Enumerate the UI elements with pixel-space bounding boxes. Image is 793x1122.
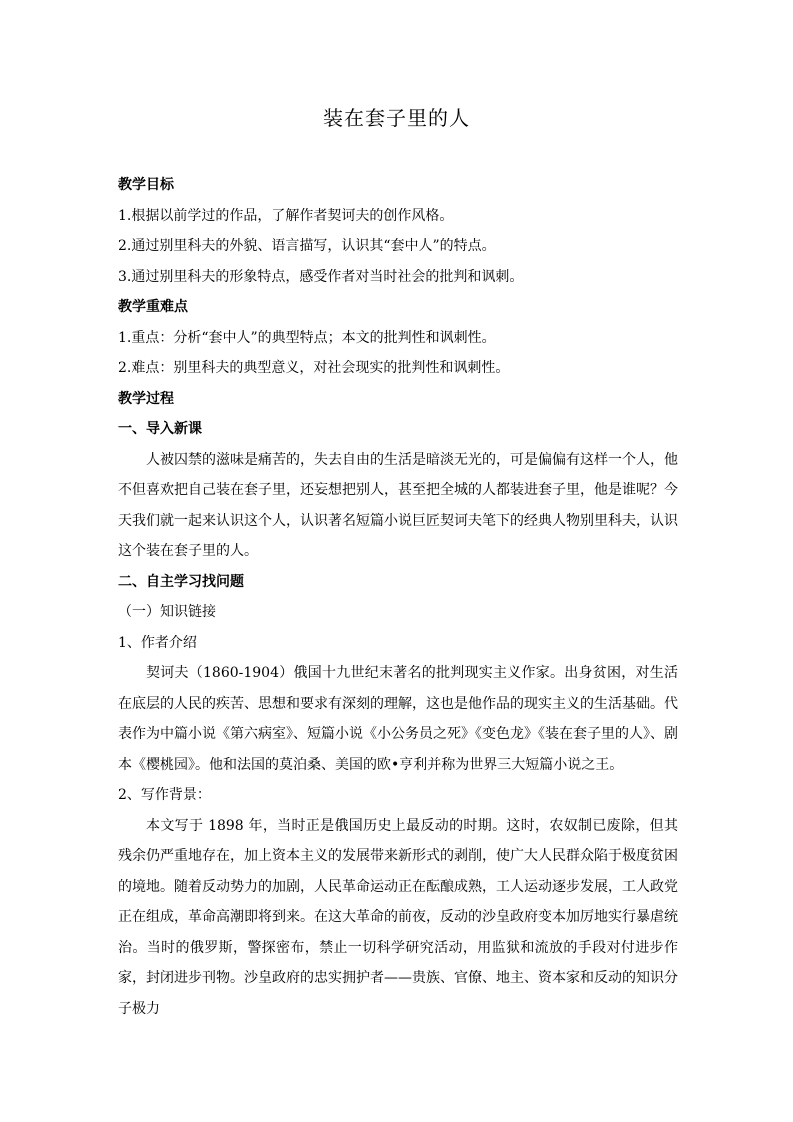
process-heading: 教学过程: [118, 390, 174, 407]
author-paragraph: 契诃夫（1860-1904）俄国十九世纪末著名的批判现实主义作家。出身贫困，对生活在底层的人民的疾苦、思想和要求有深刻的理解，这也是他作品的现实主义的生活基础。代表作为中篇小说《第六病室》、短篇小说《小公务员之死》《变色龙》《装在套子里的人》、剧本《樱桃园》。他和法国的莫泊桑、美国的欧•亨利并称为世界三大短篇小说之王。: [118, 665, 678, 773]
intro-paragraph: 人被囚禁的滋味是痛苦的，失去自由的生活是暗淡无光的，可是偏偏有这样一个人，他不但喜欢把自己装在套子里，还妄想把别人，甚至把全城的人都装进套子里，他是谁呢？今天我们就一起来认识这个人，认识著名短篇小说巨匠契诃夫笔下的经典人物别里科夫，认识这个装在套子里的人。: [118, 451, 678, 559]
goal-item: 1.根据以前学过的作品，了解作者契诃夫的创作风格。: [118, 207, 454, 224]
background-label: 2、写作背景：: [118, 787, 211, 803]
author-intro-label: 1、作者介绍: [118, 634, 197, 651]
goal-item: 3.通过别里科夫的形象特点，感受作者对当时社会的批判和讽刺。: [118, 268, 524, 285]
knowledge-link-label: （一）知识链接: [118, 604, 216, 620]
key-point-item: 1.重点：分析“套中人”的典型特点；本文的批判性和讽刺性。: [118, 329, 496, 346]
self-study-heading: 二、自主学习找问题: [118, 573, 244, 590]
goal-item: 2.通过别里科夫的外貌、语言描写，认识其“套中人”的特点。: [118, 238, 496, 254]
goals-heading: 教学目标: [118, 177, 174, 193]
intro-heading: 一、导入新课: [118, 421, 202, 437]
key-point-item: 2.难点：别里科夫的典型意义，对社会现实的批判性和讽刺性。: [118, 360, 510, 376]
document-body: [118, 170, 678, 1024]
key-points-heading: 教学重难点: [118, 299, 188, 315]
document-title: 装在套子里的人: [323, 106, 470, 130]
background-paragraph: 本文写于 1898 年，当时正是俄国历史上最反动的时期。这时，农奴制已废除，但其残余仍严重地存在，加上资本主义的发展带来新形式的剥削，使广大人民群众陷于极度贫困的境地。随着反动势力的加剧，人民革命运动正在酝酿成熟，工人运动逐步发展，工人政党正在组成，革命高潮即将到来。在这大革命的前夜，反动的沙皇政府变本加厉地实行暴虐统治。当时的俄罗斯，警探密布，禁止一切科学研究活动，用监狱和流放的手段对付进步作家，封闭进步刊物。沙皇政府的忠实拥护者——贵族、官僚、地主、资本家和反动的知识分子极力: [118, 817, 678, 1017]
